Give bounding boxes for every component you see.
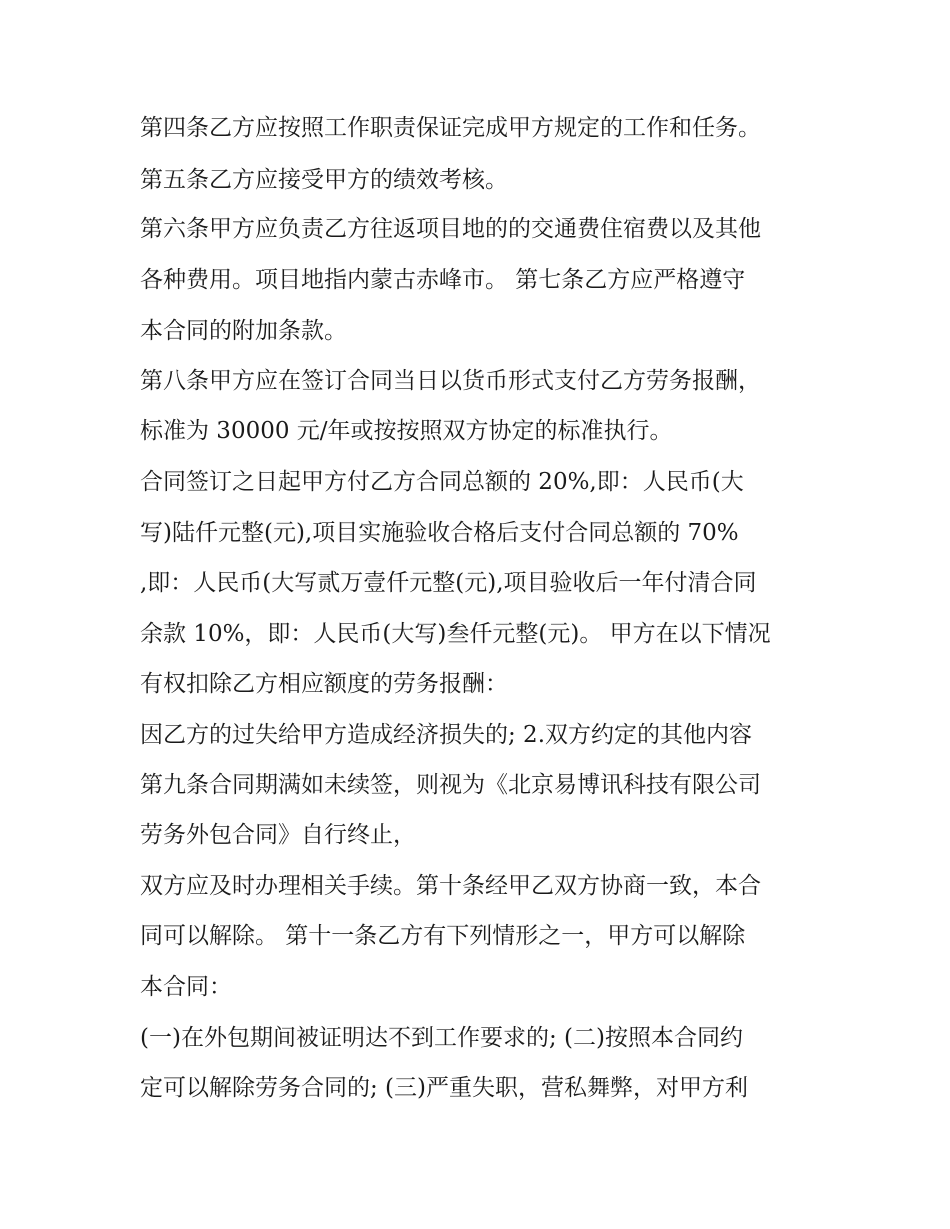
- text-line: 写)陆仟元整(元),项目实施验收合格后支付合同总额的 70%: [140, 520, 739, 546]
- text-line: 第六条甲方应负责乙方往返项目地的的交通费住宿费以及其他: [140, 216, 761, 242]
- text-line: 第四条乙方应按照工作职责保证完成甲方规定的工作和任务。: [140, 115, 761, 141]
- text-line: 余款 10%，即：人民币(大写)叁仟元整(元)。 甲方在以下情况: [140, 621, 771, 647]
- text-line: 第九条合同期满如未续签，则视为《北京易博讯科技有限公司: [140, 772, 761, 798]
- text-line: 标准为 30000 元/年或按按照双方协定的标准执行。: [140, 418, 673, 444]
- text-line: 定可以解除劳务合同的; (三)严重失职，营私舞弊，对甲方利: [140, 1075, 749, 1101]
- text-line: 劳务外包合同》自行终止，: [140, 822, 416, 848]
- text-line: 第八条甲方应在签订合同当日以货币形式支付乙方劳务报酬，: [140, 368, 761, 394]
- text-line: 本合同的附加条款。: [140, 318, 347, 344]
- text-line: 各种费用。项目地指内蒙古赤峰市。 第七条乙方应严格遵守: [140, 267, 746, 293]
- text-line: 双方应及时办理相关手续。第十条经甲乙双方协商一致，本合: [140, 873, 761, 899]
- text-line: 因乙方的过失给甲方造成经济损失的; 2.双方约定的其他内容: [140, 722, 753, 748]
- text-line: ,即：人民币(大写贰万壹仟元整(元),项目验收后一年付清合同: [140, 570, 757, 596]
- text-line: 合同签订之日起甲方付乙方合同总额的 20%,即：人民币(大: [140, 469, 744, 495]
- text-line: 有权扣除乙方相应额度的劳务报酬：: [140, 671, 508, 697]
- text-line: 同可以解除。 第十一条乙方有下列情形之一，甲方可以解除: [140, 923, 746, 949]
- text-line: 第五条乙方应接受甲方的绩效考核。: [140, 167, 508, 193]
- text-line: 本合同：: [140, 974, 232, 1000]
- text-line: (一)在外包期间被证明达不到工作要求的; (二)按照本合同约: [140, 1025, 743, 1051]
